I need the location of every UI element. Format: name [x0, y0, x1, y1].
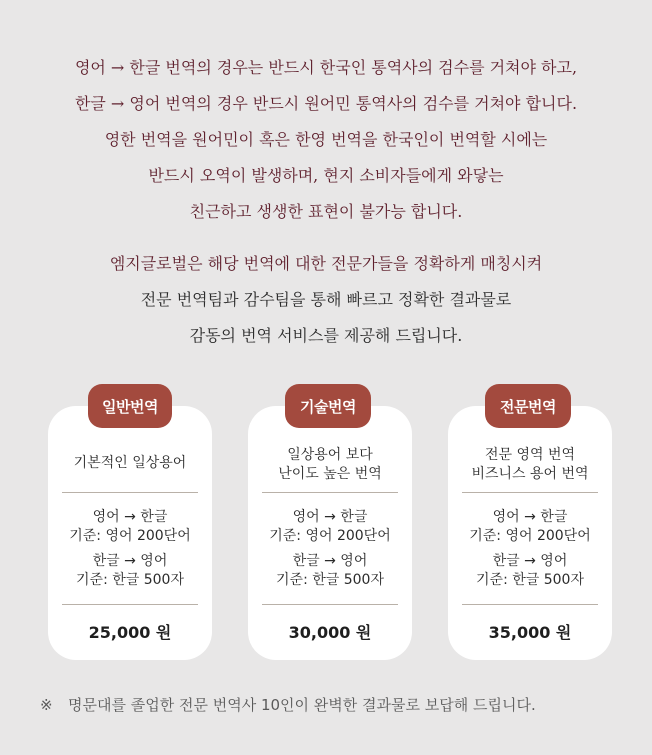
card-rules: [48, 508, 212, 590]
rule-basis: 기준: 영어 200단어: [69, 528, 191, 544]
rule-basis: 기준: 영어 200단어: [269, 528, 391, 544]
card-price: 35,000 원: [488, 623, 572, 642]
divider: [262, 492, 398, 493]
card-rules: [248, 508, 412, 590]
pricing-card-technical: [248, 406, 412, 660]
divider: [262, 604, 398, 605]
company-paragraph: [0, 246, 652, 354]
rule-direction: 영어 → 한글: [292, 509, 368, 525]
card-description-line: 일상용어 보다: [287, 447, 373, 463]
intro-line: 친근하고 생생한 표현이 불가능 합니다.: [189, 202, 463, 221]
divider: [62, 492, 198, 493]
badge-general-translation: 일반번역: [88, 384, 172, 428]
card-description-line: 비즈니스 용어 번역: [471, 466, 589, 482]
rule-basis: 기준: 한글 500자: [476, 572, 584, 588]
company-line: 전문 번역팀과 감수팀을 통해 빠르고 정확한 결과물로: [140, 290, 512, 309]
intro-paragraph: [0, 50, 652, 230]
card-description-line: 전문 영역 번역: [484, 447, 576, 463]
card-description-line: 난이도 높은 번역: [278, 466, 382, 482]
company-line: 엠지글로벌은 해당 번역에 대한 전문가들을 정확하게 매칭시켜: [109, 254, 543, 273]
intro-line: 영한 번역을 원어민이 혹은 한영 번역을 한국인이 번역할 시에는: [104, 130, 548, 149]
divider: [62, 604, 198, 605]
divider: [462, 604, 598, 605]
card-price: 25,000 원: [88, 623, 172, 642]
pricing-card-general: [48, 406, 212, 660]
rule-basis: 기준: 한글 500자: [76, 572, 184, 588]
rule-direction: 영어 → 한글: [92, 509, 168, 525]
reference-mark-icon: ※: [40, 696, 53, 714]
rule-basis: 기준: 한글 500자: [276, 572, 384, 588]
pricing-card-professional: [448, 406, 612, 660]
intro-line: 한글 → 영어 번역의 경우 반드시 원어민 통역사의 검수를 거쳐야 합니다.: [74, 94, 578, 113]
card-description: [448, 446, 612, 484]
badge-technical-translation: 기술번역: [285, 384, 371, 428]
intro-line: 영어 → 한글 번역의 경우는 반드시 한국인 통역사의 검수를 거쳐야 하고,: [74, 58, 578, 77]
badge-professional-translation: 전문번역: [485, 384, 571, 428]
divider: [462, 492, 598, 493]
rule-basis: 기준: 영어 200단어: [469, 528, 591, 544]
card-description: [248, 446, 412, 484]
footnote-text: 명문대를 졸업한 전문 번역사 10인이 완벽한 결과물로 보답해 드립니다.: [68, 696, 536, 714]
footnote: [40, 694, 536, 715]
card-description-line: 기본적인 일상용어: [73, 455, 187, 471]
intro-line: 반드시 오역이 발생하며, 현지 소비자들에게 와닿는: [148, 166, 504, 185]
rule-direction: 한글 → 영어: [292, 553, 368, 569]
company-line: 감동의 번역 서비스를 제공해 드립니다.: [189, 326, 463, 345]
card-description: [48, 454, 212, 473]
card-rules: [448, 508, 612, 590]
rule-direction: 영어 → 한글: [492, 509, 568, 525]
rule-direction: 한글 → 영어: [92, 553, 168, 569]
rule-direction: 한글 → 영어: [492, 553, 568, 569]
card-price: 30,000 원: [288, 623, 372, 642]
